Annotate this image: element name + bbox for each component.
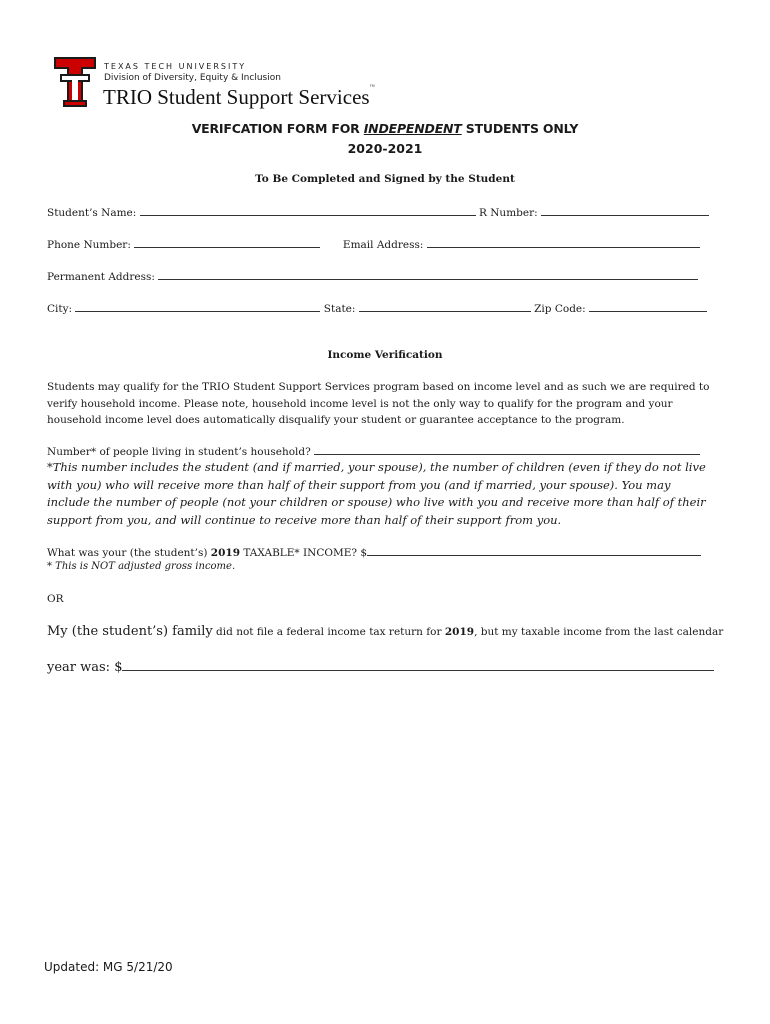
phone-email-row bbox=[47, 237, 700, 251]
division-name: Division of Diversity, Equity & Inclusion bbox=[104, 73, 281, 83]
taxable-question-end: TAXABLE* INCOME? $ bbox=[240, 547, 368, 559]
student-name-field[interactable] bbox=[140, 205, 476, 216]
zip-field[interactable] bbox=[589, 301, 707, 312]
state-label: State: bbox=[323, 303, 356, 315]
email-label: Email Address: bbox=[342, 239, 424, 251]
title-emphasis: INDEPENDENT bbox=[363, 121, 462, 136]
household-note: *This number includes the student (and if married, your spouse), the number of children (even if they do not live with you) who will receive more than half of their support from you (and if married, your spouse). You may include the number of people (not your children or spouse) who live with you and receive more than half of their support from you, and will continue to receive more than half of their support from you. bbox=[47, 460, 706, 527]
taxable-income-field[interactable] bbox=[367, 545, 701, 556]
form-title: VERIFCATION FORM FOR INDEPENDENT STUDENTS ONLY bbox=[191, 121, 579, 136]
alt-income-lead: My (the student’s) family bbox=[47, 624, 213, 639]
r-number-label: R Number: bbox=[479, 207, 538, 219]
address-row bbox=[47, 269, 698, 283]
alt-income-year: 2019 bbox=[444, 626, 475, 638]
income-intro: Students may qualify for the TRIO Student Support Services program based on income level and as such we are required to verify household income. Please note, household income level is not the only way to qualify for the program and your household income level does automatically disqualify your student or guarantee acceptance to the program. bbox=[47, 381, 710, 426]
or-label: OR bbox=[47, 593, 64, 605]
household-field[interactable] bbox=[314, 444, 700, 455]
city-label: City: bbox=[47, 303, 73, 315]
city-state-zip-row bbox=[47, 301, 707, 315]
taxable-year: 2019 bbox=[210, 547, 241, 559]
state-field[interactable] bbox=[359, 301, 531, 312]
trademark: ™ bbox=[369, 85, 375, 90]
city-field[interactable] bbox=[75, 301, 320, 312]
alt-income-field[interactable] bbox=[122, 660, 714, 671]
alt-income-text-end: , but my taxable income from the last calendar bbox=[474, 626, 724, 638]
zip-label: Zip Code: bbox=[534, 303, 586, 315]
updated-note: Updated: MG 5/21/20 bbox=[44, 960, 173, 974]
texas-tech-double-t-logo bbox=[53, 56, 97, 108]
r-number-field[interactable] bbox=[541, 205, 709, 216]
phone-field[interactable] bbox=[134, 237, 320, 248]
taxable-question: What was your (the student’s) bbox=[47, 547, 211, 559]
taxable-note: * This is NOT adjusted gross income. bbox=[47, 561, 236, 572]
student-name-row bbox=[47, 205, 709, 219]
phone-label: Phone Number: bbox=[47, 239, 131, 251]
household-label: Number* of people living in student’s household? bbox=[47, 446, 311, 458]
email-field[interactable] bbox=[427, 237, 700, 248]
alt-income-row-2 bbox=[47, 660, 714, 675]
taxable-income-row bbox=[47, 545, 701, 559]
form-year: 2020-2021 bbox=[347, 141, 423, 156]
household-row bbox=[47, 444, 700, 458]
student-name-label: Student’s Name: bbox=[47, 207, 137, 219]
program-name: TRIO Student Support Services™ bbox=[103, 85, 375, 109]
alt-income-text: did not file a federal income tax return for bbox=[212, 626, 445, 638]
university-name: TEXAS TECH UNIVERSITY bbox=[104, 62, 247, 71]
alt-income-row bbox=[47, 624, 723, 639]
form-instruction: To Be Completed and Signed by the Student bbox=[255, 173, 515, 185]
alt-income-year-label: year was: $ bbox=[47, 660, 123, 675]
address-label: Permanent Address: bbox=[47, 271, 155, 283]
address-field[interactable] bbox=[158, 269, 698, 280]
income-heading: Income Verification bbox=[327, 349, 443, 361]
